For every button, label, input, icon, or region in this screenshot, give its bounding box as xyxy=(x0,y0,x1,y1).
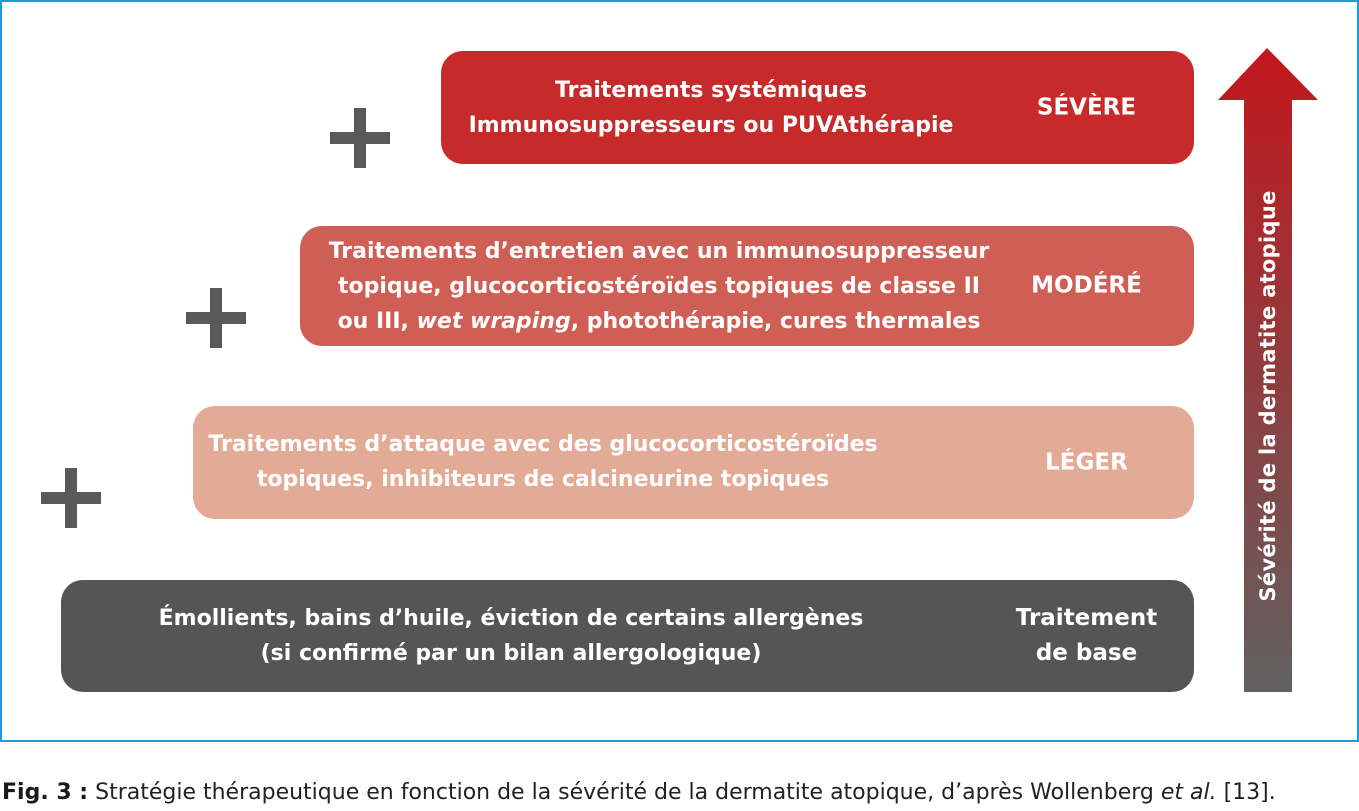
moderate-line-2: topique, glucocorticostéroïdes topiques de classe II xyxy=(338,274,980,299)
mild-line-2: topiques, inhibiteurs de calcineurine topiques xyxy=(256,467,830,492)
moderate-line-3-italic: wet wraping xyxy=(416,309,571,334)
plus-icon xyxy=(186,288,246,348)
base-line-2: (si confirmé par un bilan allergologique) xyxy=(260,641,762,666)
base-line-1: Émollients, bains d’huile, éviction de certains allergènes xyxy=(158,606,864,631)
mild-line-1: Traitements d’attaque avec des glucocorticostéroïdes xyxy=(208,432,878,457)
figure-caption xyxy=(2,780,1276,805)
base-label xyxy=(979,601,1194,671)
plus-icon xyxy=(330,108,390,168)
severe-line-2: Immunosuppresseurs ou PUVAthérapie xyxy=(468,113,954,138)
moderate-treatment-box xyxy=(300,226,1194,346)
mild-treatment-text xyxy=(193,427,893,497)
severe-line-1: Traitements systémiques xyxy=(555,78,867,103)
mild-treatment-box xyxy=(193,406,1194,519)
moderate-label: MODÉRÉ xyxy=(1031,272,1142,299)
severe-treatment-box xyxy=(441,51,1194,164)
base-label-line-2: de base xyxy=(1035,640,1138,666)
caption-text: Stratégie thérapeutique en fonction de la sévérité de la dermatite atopique, d’après Wollenberg xyxy=(88,780,1161,805)
caption-italic: et al. xyxy=(1160,780,1217,805)
moderate-line-3-post: , photothérapie, cures thermales xyxy=(570,309,981,334)
moderate-line-3-pre: ou III, xyxy=(337,309,417,334)
plus-icon xyxy=(41,468,101,528)
moderate-treatment-text xyxy=(300,234,1018,339)
caption-ref: [13]. xyxy=(1216,780,1276,805)
moderate-line-3 xyxy=(300,304,1018,339)
severity-axis-label: Sévérité de la dermatite atopique xyxy=(1256,190,1280,602)
base-treatment-text xyxy=(61,601,961,671)
base-label-line-1: Traitement xyxy=(1015,605,1158,631)
caption-fig-number: Fig. 3 : xyxy=(2,780,89,805)
severe-label: SÉVÈRE xyxy=(1036,94,1137,120)
severe-treatment-text xyxy=(441,73,981,143)
moderate-line-1: Traitements d’entretien avec un immunosuppresseur xyxy=(328,239,990,264)
mild-label: LÉGER xyxy=(1045,449,1128,475)
base-treatment-box xyxy=(61,580,1194,692)
